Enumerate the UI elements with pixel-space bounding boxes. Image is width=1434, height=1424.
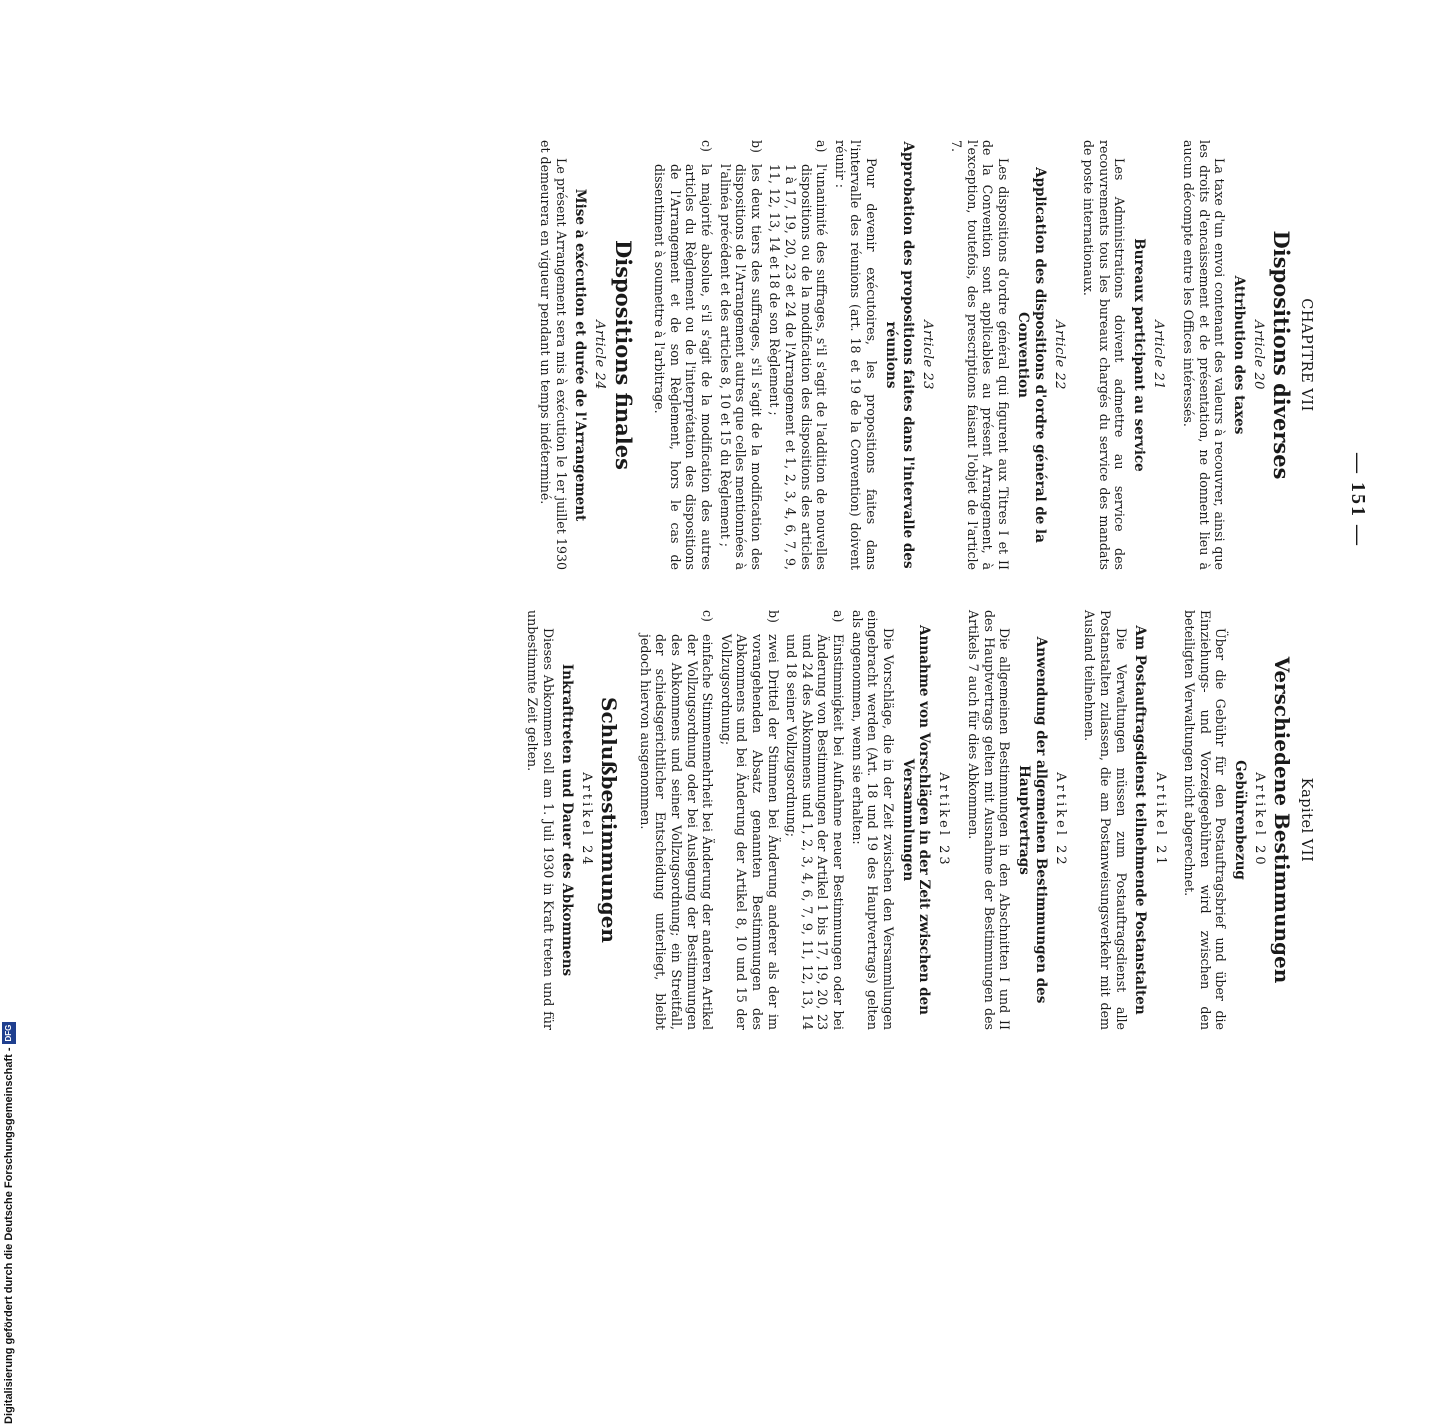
article-subtitle: Gebührenbezug [1232,760,1249,880]
list-item [718,610,780,1030]
article-heading: Artikel 20 [1252,772,1268,868]
item-label: b) [748,140,764,153]
item-label: c) [698,140,714,152]
item-text: les deux tiers des suffrages, s'il s'agit de la modification des dispositions de l'Arrangement autres que celles mentionnées à l'alinéa précédent et des articles 8, 10 et 15 du Règlement ; [717,164,764,570]
item-label: c) [700,610,716,622]
list-item [637,610,715,1030]
page-number: — 151 — [1347,453,1369,547]
article-heading: Artikel 21 [1152,772,1168,868]
german-column [524,610,1314,1030]
chapter-title: Dispositions diverses [1269,230,1295,480]
article-subtitle: Am Postauftragsdienst teilnehmende Postanstalten [1132,625,1149,1015]
article-heading: Article 21 [1151,320,1167,390]
article-subtitle: Approbation des propositions faites dans l'intervalle des réunions [882,141,916,569]
article-text: Die allgemeinen Bestimmungen in den Abschnitten I und II des Hauptvertrags gelten mit Ausnahme der Bestimmungen des Artikels 7 auch für dies Abkommen. [966,610,1013,1030]
article-heading: Article 20 [1251,320,1266,390]
list-item [784,610,846,1030]
chapter-title: Verschiedene Bestimmungen [1270,656,1295,984]
item-label: a) [814,140,830,153]
article-subtitle: Application des dispositions d'ordre général de la Convention [1014,167,1048,543]
article-text: Pour devenir exécutoires, les propositions faites dans l'intervalle des réunions (art. 18 et 19 de la Convention) doivent réunir : [832,140,880,570]
item-label: a) [831,610,847,623]
article-subtitle: Mise à exécution et durée de l'Arrangement [572,188,589,522]
article-heading: Article 22 [1051,320,1067,390]
article-text: Dieses Abkommen soll am 1. Juli 1930 in Kraft treten und für unbestimmte Zeit gelten. [524,610,556,1030]
list-item [767,140,829,570]
article-text: Die Vorschläge, die in der Zeit zwischen den Versammlungen eingebracht werden (Art. 18 und 19 des Hauptvertrags) gelten als angenommen, wenn sie erhalten: [849,610,896,1030]
article-subtitle: Annahme von Vorschlägen in der Zeit zwischen den Versammlungen [899,624,933,1015]
chapter-number: Kapitel VII [1298,777,1314,863]
article-subtitle: Bureaux participant au service [1131,238,1148,472]
article-heading: Artikel 23 [936,772,952,868]
article-text: La taxe d'un envoi contenant des valeurs à recouvrer, ainsi que les droits d'encaissement et de présentation, ne donnent lieu à aucun décompte entre les Offices intéressés. [1180,140,1228,570]
article-heading: Article 23 [919,320,935,390]
list-item [652,140,714,570]
item-text: einfache Stimmenmehrheit bei Änderung der anderen Artikel der Vollzugsordnung oder bei Auslegung der Bestimmungen des Abkommens und seiner Vollzugsordnung; ein Streitfall, der schiedsgerichtlicher Entscheidung unterliegt, bleibt jedoch hiervon ausgenommen. [637,634,716,1030]
list-item [717,140,764,570]
digitization-note [2,1022,16,1424]
article-text: Über die Gebühr für den Postauftragsbrief und über die Einziehungs- und Vorzeigegebühren wird zwischen den beteiligten Verwaltungen nicht abgerechnet. [1182,610,1229,1030]
section-title: Dispositions finales [610,240,636,470]
article-subtitle: Attribution des taxes [1230,275,1247,435]
article-heading: Article 24 [592,320,608,390]
dfg-logo: DFG [2,1022,16,1045]
section-title: Schlußbestimmungen [597,697,622,943]
article-text: Les Administrations doivent admettre au service des recouvrements tous les bureaux chargés du service des mandats de poste internationaux. [1081,140,1128,570]
article-text: Die Verwaltungen müssen zum Postauftragsdienst alle Postanstalten zulassen, die am Postanweisungsverkehr mit dem Ausland teilnehmen. [1082,610,1129,1030]
item-text: l'unanimité des suffrages, s'il s'agit de l'addition de nouvelles dispositions ou de la modification des dispositions des articles 1 à 17, 19, 20, 23 et 24 de l'Arrangement et 1, 2, 3, 4, 6, 7, 9, 11, 12, 13, 14 et 18 de son Règlement ; [767,164,830,570]
item-text: zwei Drittel der Stimmen bei Änderung anderer als der im vorangehenden Absatz genannten Bestimmungen des Abkommens und bei Änderung der Artikel 8, 10 und 15 der Vollzugsordnung; [718,634,781,1030]
item-text: Einstimmigkeit bei Aufnahme neuer Bestimmungen oder bei Änderung von Bestimmungen der Artikel 1 bis 17, 19, 20, 23 und 24 des Abkommens und 1, 2, 3, 4, 6, 7, 9, 11, 12, 13, 14 und 18 seiner Vollzugsordnung; [784,634,847,1030]
french-column [537,140,1314,570]
article-heading: Artikel 24 [579,772,595,868]
article-text: Les dispositions d'ordre général qui figurent aux Titres I et II de la Convention sont applicables au présent Arrangement, à l'exception, toutefois, des prescriptions faisant l'objet de l'article 7. [949,140,1012,570]
chapter-number: CHAPITRE VII [1298,298,1314,412]
item-text: la majorité absolue, s'il s'agit de la modification des autres articles du Règlement ou de l'interprétation des dispositions de l'Arrangement et de son Règlement, hors le cas de dissentiment à soumettre à l'arbitrage. [652,164,714,570]
article-subtitle: Anwendung der allgemeinen Bestimmungen des Hauptvertrags [1016,636,1049,1004]
digitization-text: Digitalisierung gefördert durch die Deutsche Forschungsgemeinschaft - [3,1047,15,1424]
article-subtitle: Inkrafttreten und Dauer des Abkommens [559,663,576,977]
article-heading: Artikel 22 [1052,772,1068,868]
item-label: b) [765,610,781,623]
article-text: Le présent Arrangement sera mis à exécution le 1er juillet 1930 et demeurera en vigueur pendant un temps indéterminé. [538,140,569,570]
